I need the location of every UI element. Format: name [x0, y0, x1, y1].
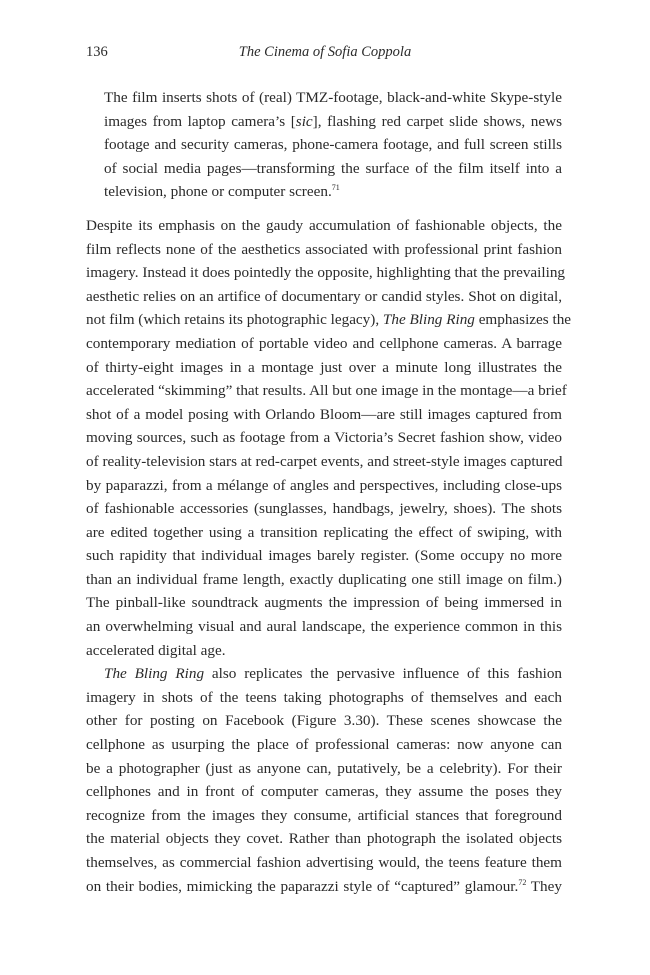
paragraph-line: The pinball-like soundtrack augments the impression of being immersed in	[86, 594, 562, 612]
paragraph-line: film reflects none of the aesthetics associated with professional print fashion	[86, 240, 562, 258]
paragraph-line: such rapidity that individual images barely register. (Some occupy no more	[86, 547, 562, 565]
paragraph-line: of reality-television stars at red-carpet events, and street-style images captured	[86, 452, 563, 470]
footnote-ref: 72	[518, 877, 527, 887]
paragraph-line	[86, 662, 562, 686]
paragraph-line: cellphone as usurping the place of professional cameras: now anyone can	[86, 736, 562, 754]
paragraph-line: Despite its emphasis on the gaudy accumulation of fashionable objects, the	[86, 216, 562, 234]
paragraph-line: imagery in shots of the teens taking photographs of themselves and each	[86, 688, 562, 706]
paragraph-line: recognize from the images they consume, artificial stances that foreground	[86, 806, 562, 824]
quote-line: images from laptop camera’s [sic], flashing red carpet slide shows, news	[104, 112, 562, 130]
block-quote	[104, 86, 562, 204]
running-title: The Cinema of Sofia Coppola	[238, 44, 412, 60]
line-text: They	[530, 877, 562, 895]
quote-line: The film inserts shots of (real) TMZ-footage, black-and-white Skype-style	[104, 89, 562, 106]
paragraph-line: accelerated digital age.	[86, 641, 226, 659]
paragraph-line: other for posting on Facebook (Figure 3.30). These scenes showcase the	[86, 712, 562, 730]
paragraph-line: cellphones and in front of computer cameras, they assume the poses they	[86, 783, 562, 801]
paragraph-line: accelerated “skimming” that results. All but one image in the montage—a brief	[86, 382, 567, 400]
line-text: on their bodies, mimicking the paparazzi style of “captured” glamour.	[86, 877, 519, 895]
paragraph-line: than an individual frame length, exactly duplicating one still image on film.)	[86, 570, 562, 588]
film-title: The Bling Ring	[382, 311, 475, 329]
paragraph-line: themselves, as commercial fashion advertising would, the teens feature them	[86, 854, 562, 871]
paragraph-line: by paparazzi, from a mélange of angles and perspectives, including close-ups	[86, 476, 562, 494]
line-text: emphasizes the	[478, 311, 572, 329]
paragraph-line	[86, 875, 562, 899]
paragraph-line: moving sources, such as footage from a Victoria’s Secret fashion show, video	[86, 429, 562, 447]
paragraph-line: contemporary mediation of portable video and cellphone cameras. A barrage	[86, 334, 562, 352]
paragraph-2	[86, 662, 562, 898]
paragraph-line: an overwhelming visual and aural landscape, the experience common in this	[86, 618, 562, 636]
paragraph-line: shot of a model posing with Orlando Bloom—are still images captured from	[86, 405, 562, 423]
paragraph-line: of fashionable accessories (sunglasses, handbags, jewelry, shoes). The shots	[86, 500, 562, 518]
paragraph-line: of thirty-eight images in a montage just over a minute long illustrates the	[86, 358, 562, 376]
page-number: 136	[86, 44, 108, 60]
quote-line-text: television, phone or computer screen.	[104, 183, 332, 201]
body-text	[86, 86, 572, 898]
quote-line: footage and security cameras, phone-camera footage, and full screen stills	[104, 136, 562, 154]
quote-line: of social media pages—transforming the surface of the film itself into a	[104, 159, 562, 177]
paragraph-line: the material objects they covet. Rather than photograph the isolated objects	[86, 830, 562, 848]
paragraph-line: aesthetic relies on an artifice of documentary or candid styles. Shot on digital,	[86, 287, 562, 305]
paragraph-line	[86, 308, 572, 332]
paragraph-1	[86, 214, 572, 662]
film-title: The Bling Ring	[104, 665, 205, 683]
page-header	[86, 44, 564, 66]
footnote-ref: 71	[331, 183, 340, 193]
quote-line	[104, 180, 562, 204]
paragraph-line: are edited together using a transition replicating the effect of swiping, with	[86, 523, 562, 541]
line-text: not film (which retains its photographic legacy),	[86, 311, 380, 329]
paragraph-line: imagery. Instead it does pointedly the opposite, highlighting that the prevailing	[86, 264, 566, 282]
line-text: also replicates the pervasive influence of this fashion	[211, 665, 563, 683]
paragraph-line: be a photographer (just as anyone can, putatively, be a celebrity). For their	[86, 759, 562, 777]
